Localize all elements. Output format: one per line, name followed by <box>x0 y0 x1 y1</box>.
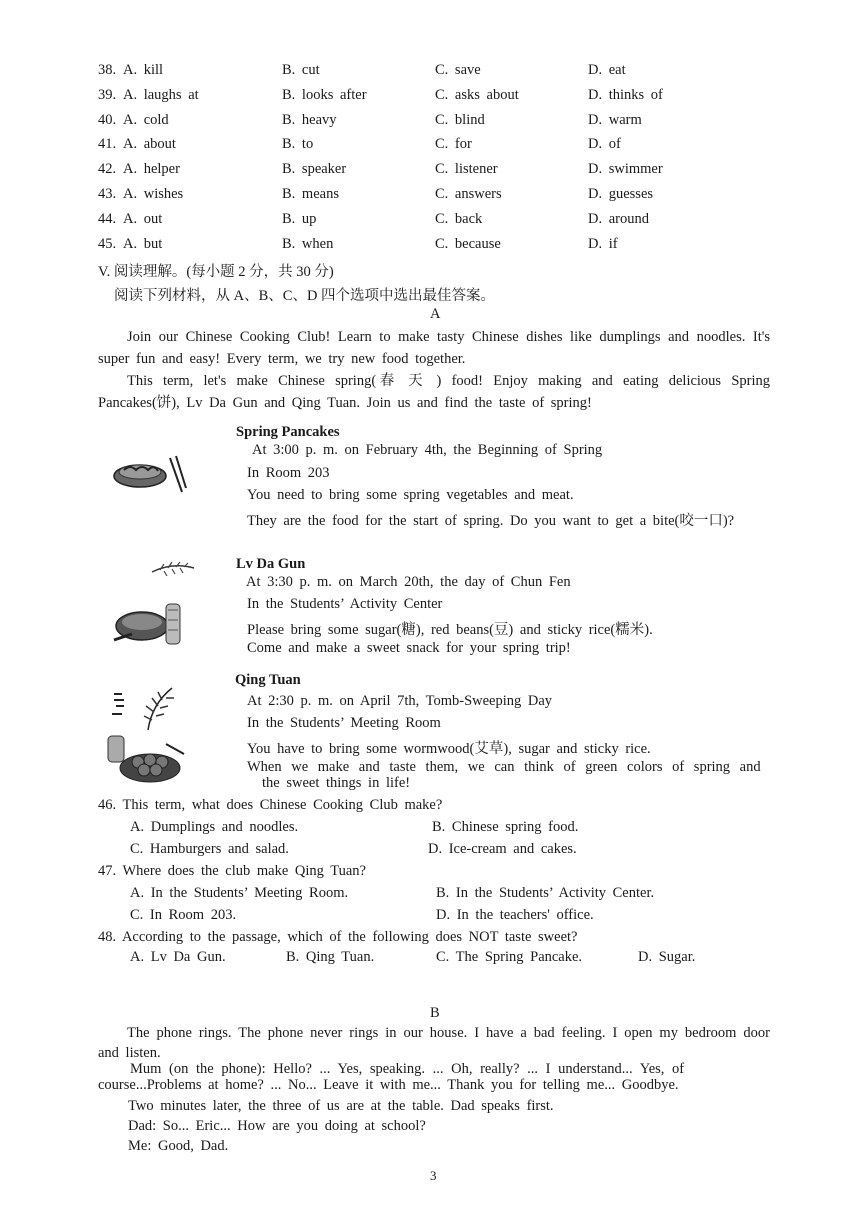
cloze-question-number: 45. <box>98 235 117 252</box>
cloze-option-c[interactable]: C. answers <box>435 186 502 202</box>
cloze-option-row <box>98 211 798 231</box>
question-47-option-a[interactable]: A. In the Students’ Meeting Room. <box>130 885 349 901</box>
question-46-option-c[interactable]: C. Hamburgers and salad. <box>130 841 289 857</box>
cloze-option-a[interactable]: A. out <box>123 210 163 227</box>
cloze-option-row <box>98 62 798 82</box>
spring-pancakes-note: They are the food for the start of spring. Do you want to get a bite(咬一口)? <box>247 513 735 529</box>
qing-tuan-note-1: When we make and taste them, we can think of green colors of spring and <box>247 759 761 775</box>
cloze-option-a[interactable]: A. kill <box>123 62 164 78</box>
food-name-spring-pancakes: Spring Pancakes <box>236 424 340 440</box>
food-name-qing-tuan: Qing Tuan <box>235 672 301 688</box>
cloze-option-a[interactable]: A. about <box>123 136 176 153</box>
cloze-option-d[interactable]: D. swimmer <box>588 161 663 178</box>
cloze-option-c[interactable]: C. listener <box>435 161 498 178</box>
cloze-option-d[interactable]: D. of <box>588 136 621 153</box>
cloze-option-row <box>98 87 798 107</box>
cloze-option-c[interactable]: C. blind <box>435 111 485 128</box>
cloze-question-number: 41. <box>98 136 117 153</box>
question-48-option-b[interactable]: B. Qing Tuan. <box>286 949 375 965</box>
cloze-option-a[interactable]: A. helper <box>123 161 180 178</box>
cloze-option-b[interactable]: B. to <box>282 136 314 153</box>
cloze-option-c[interactable]: C. save <box>435 62 481 78</box>
cloze-option-row <box>98 136 798 156</box>
spring-pancakes-illustration <box>110 448 190 501</box>
cloze-option-a[interactable]: A. but <box>123 235 163 252</box>
passage-b-label: B <box>430 1005 440 1021</box>
passage-b-p2-line1: Mum (on the phone): Hello? ... Yes, speaking. ... Oh, really? ... I understand... Yes, of <box>130 1061 685 1077</box>
cloze-question-number: 40. <box>98 111 117 128</box>
cloze-option-b[interactable]: B. means <box>282 186 339 202</box>
question-47-option-d[interactable]: D. In the teachers' office. <box>436 907 594 923</box>
cloze-question-number: 38. <box>98 62 117 78</box>
cloze-question-number: 44. <box>98 210 117 227</box>
question-47-option-c[interactable]: C. In Room 203. <box>130 907 237 923</box>
qing-tuan-time: At 2:30 p. m. on April 7th, Tomb-Sweeping Day <box>247 693 553 709</box>
qing-tuan-note-2: the sweet things in life! <box>262 775 411 791</box>
cloze-option-d[interactable]: D. around <box>588 210 649 227</box>
cloze-option-c[interactable]: C. asks about <box>435 86 519 103</box>
question-48-option-d[interactable]: D. Sugar. <box>638 949 696 965</box>
leaf-illustration <box>150 560 196 583</box>
cloze-option-row <box>98 112 798 132</box>
cloze-option-c[interactable]: C. because <box>435 235 501 252</box>
cloze-option-row <box>98 186 798 206</box>
passage-a-label: A <box>430 306 441 322</box>
spring-pancakes-bring: You need to bring some spring vegetables and meat. <box>247 487 574 503</box>
cloze-option-c[interactable]: C. back <box>435 210 483 227</box>
cloze-option-a[interactable]: A. wishes <box>123 186 184 202</box>
passage-a-intro-2: This term, let's make Chinese spring(春 天 ) food! Enjoy making and eating delicious Spring Pancakes(饼), Lv Da Gun and Qing Tuan. Join us and find the taste of spring! <box>98 373 770 411</box>
qing-tuan-illustration <box>106 732 186 791</box>
question-48-option-c[interactable]: C. The Spring Pancake. <box>436 949 583 965</box>
lv-da-gun-time: At 3:30 p. m. on March 20th, the day of Chun Fen <box>246 574 571 590</box>
lv-da-gun-illustration <box>108 596 188 657</box>
cloze-option-row <box>98 236 798 256</box>
spring-pancakes-place: In Room 203 <box>247 465 330 481</box>
cloze-question-number: 39. <box>98 86 117 103</box>
wormwood-illustration <box>108 684 184 737</box>
passage-b-p4: Dad: So... Eric... How are you doing at school? <box>128 1118 426 1134</box>
cloze-question-number: 42. <box>98 161 117 178</box>
section-title: V. 阅读理解。(每小题 2 分，共 30 分) <box>98 264 334 280</box>
cloze-option-d[interactable]: D. warm <box>588 111 642 128</box>
question-46-option-b[interactable]: B. Chinese spring food. <box>432 819 579 835</box>
question-46-stem: 46. This term, what does Chinese Cooking Club make? <box>98 797 443 813</box>
page-number: 3 <box>430 1168 437 1183</box>
question-46-option-d[interactable]: D. Ice-cream and cakes. <box>428 841 577 857</box>
lv-da-gun-note: Come and make a sweet snack for your spring trip! <box>247 640 571 656</box>
cloze-option-b[interactable]: B. when <box>282 235 334 252</box>
cloze-option-b[interactable]: B. looks after <box>282 86 367 103</box>
passage-a-intro-1: Join our Chinese Cooking Club! Learn to make tasty Chinese dishes like dumplings and noodles. It's super fun and easy! Every term, we try new food together. <box>98 329 770 367</box>
question-48-option-a[interactable]: A. Lv Da Gun. <box>130 949 226 965</box>
cloze-option-d[interactable]: D. if <box>588 235 618 252</box>
question-46-option-a[interactable]: A. Dumplings and noodles. <box>130 819 299 835</box>
spring-pancakes-time: At 3:00 p. m. on February 4th, the Beginning of Spring <box>252 442 603 458</box>
cloze-option-a[interactable]: A. cold <box>123 111 169 128</box>
passage-b-p1: The phone rings. The phone never rings in our house. I have a bad feeling. I open my bedroom door and listen. <box>98 1025 770 1061</box>
cloze-option-d[interactable]: D. eat <box>588 62 626 78</box>
cloze-option-d[interactable]: D. thinks of <box>588 86 663 103</box>
cloze-option-b[interactable]: B. up <box>282 210 317 227</box>
passage-b-p3: Two minutes later, the three of us are at the table. Dad speaks first. <box>128 1098 554 1114</box>
lv-da-gun-bring: Please bring some sugar(糖), red beans(豆) and sticky rice(糯米). <box>247 622 653 638</box>
qing-tuan-bring: You have to bring some wormwood(艾草), sugar and sticky rice. <box>247 741 651 757</box>
cloze-option-d[interactable]: D. guesses <box>588 186 654 202</box>
cloze-option-b[interactable]: B. cut <box>282 62 320 78</box>
food-name-lv-da-gun: Lv Da Gun <box>236 556 306 572</box>
passage-b-p2-line2: course...Problems at home? ... No... Leave it with me... Thank you for telling me... Goodbye. <box>98 1077 679 1093</box>
qing-tuan-place: In the Students’ Meeting Room <box>247 715 441 731</box>
cloze-option-b[interactable]: B. speaker <box>282 161 347 178</box>
question-48-stem: 48. According to the passage, which of the following does NOT taste sweet? <box>98 929 578 945</box>
cloze-option-b[interactable]: B. heavy <box>282 111 337 128</box>
cloze-option-row <box>98 161 798 181</box>
section-instruction: 阅读下列材料，从 A、B、C、D 四个选项中选出最佳答案。 <box>114 288 496 304</box>
cloze-option-c[interactable]: C. for <box>435 136 472 153</box>
question-47-option-b[interactable]: B. In the Students’ Activity Center. <box>436 885 655 901</box>
cloze-question-number: 43. <box>98 186 117 202</box>
question-47-stem: 47. Where does the club make Qing Tuan? <box>98 863 366 879</box>
cloze-option-a[interactable]: A. laughs at <box>123 86 199 103</box>
lv-da-gun-place: In the Students’ Activity Center <box>247 596 443 612</box>
passage-b-p5: Me: Good, Dad. <box>128 1138 229 1154</box>
